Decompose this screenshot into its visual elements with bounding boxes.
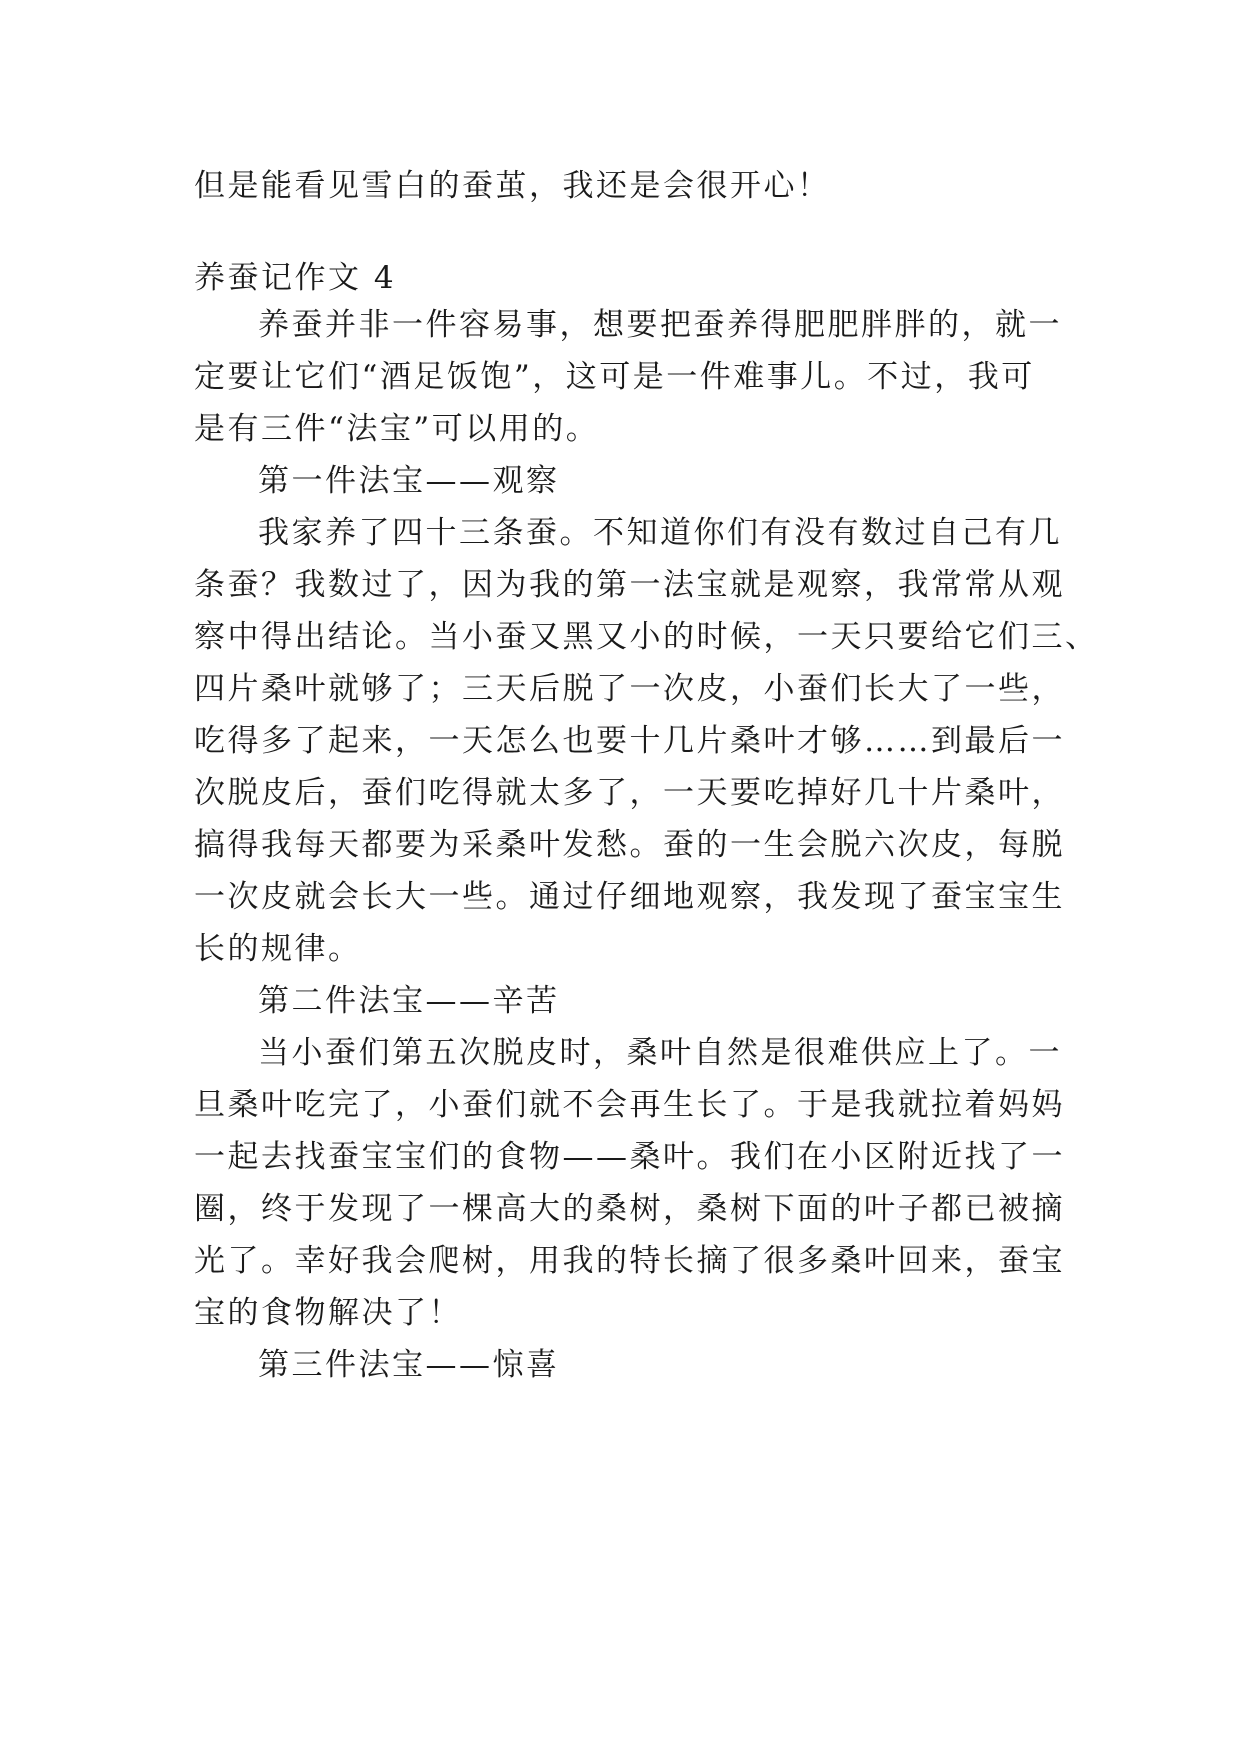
paragraph-line: 旦桑叶吃完了，小蚕们就不会再生长了。于是我就拉着妈妈 (194, 1087, 1065, 1123)
paragraph-line: 是有三件“法宝”可以用的。 (194, 411, 600, 447)
paragraph-line: 吃得多了起来，一天怎么也要十几片桑叶才够……到最后一 (194, 723, 1065, 759)
subheading: 第一件法宝——观察 (258, 463, 560, 499)
subheading: 第三件法宝——惊喜 (258, 1347, 560, 1383)
section-heading: 养蚕记作文 4 (194, 260, 397, 296)
paragraph-line: 圈，终于发现了一棵高大的桑树，桑树下面的叶子都已被摘 (194, 1191, 1065, 1227)
paragraph-line: 次脱皮后，蚕们吃得就太多了，一天要吃掉好几十片桑叶， (194, 775, 1065, 811)
paragraph-line: 光了。幸好我会爬树，用我的特长摘了很多桑叶回来，蚕宝 (194, 1243, 1065, 1279)
paragraph-line: 一次皮就会长大一些。通过仔细地观察，我发现了蚕宝宝生 (194, 879, 1065, 915)
paragraph-line: 宝的食物解决了！ (194, 1295, 462, 1331)
paragraph-line: 一起去找蚕宝宝们的食物——桑叶。我们在小区附近找了一 (194, 1139, 1065, 1175)
paragraph-line: 我家养了四十三条蚕。不知道你们有没有数过自己有几 (258, 515, 1062, 551)
paragraph-line: 养蚕并非一件容易事，想要把蚕养得肥肥胖胖的，就一 (258, 307, 1062, 343)
paragraph-line: 当小蚕们第五次脱皮时，桑叶自然是很难供应上了。一 (258, 1035, 1062, 1071)
paragraph-line: 搞得我每天都要为采桑叶发愁。蚕的一生会脱六次皮，每脱 (194, 827, 1065, 863)
paragraph-line: 定要让它们“酒足饭饱”，这可是一件难事儿。不过，我可 (194, 359, 1035, 395)
paragraph-line: 条蚕？我数过了，因为我的第一法宝就是观察，我常常从观 (194, 567, 1065, 603)
paragraph-line: 长的规律。 (194, 931, 362, 967)
paragraph-line: 四片桑叶就够了；三天后脱了一次皮，小蚕们长大了一些， (194, 671, 1065, 707)
paragraph-line: 察中得出结论。当小蚕又黑又小的时候，一天只要给它们三、 (194, 619, 1099, 655)
subheading: 第二件法宝——辛苦 (258, 983, 560, 1019)
paragraph-line: 但是能看见雪白的蚕茧，我还是会很开心！ (194, 168, 831, 204)
